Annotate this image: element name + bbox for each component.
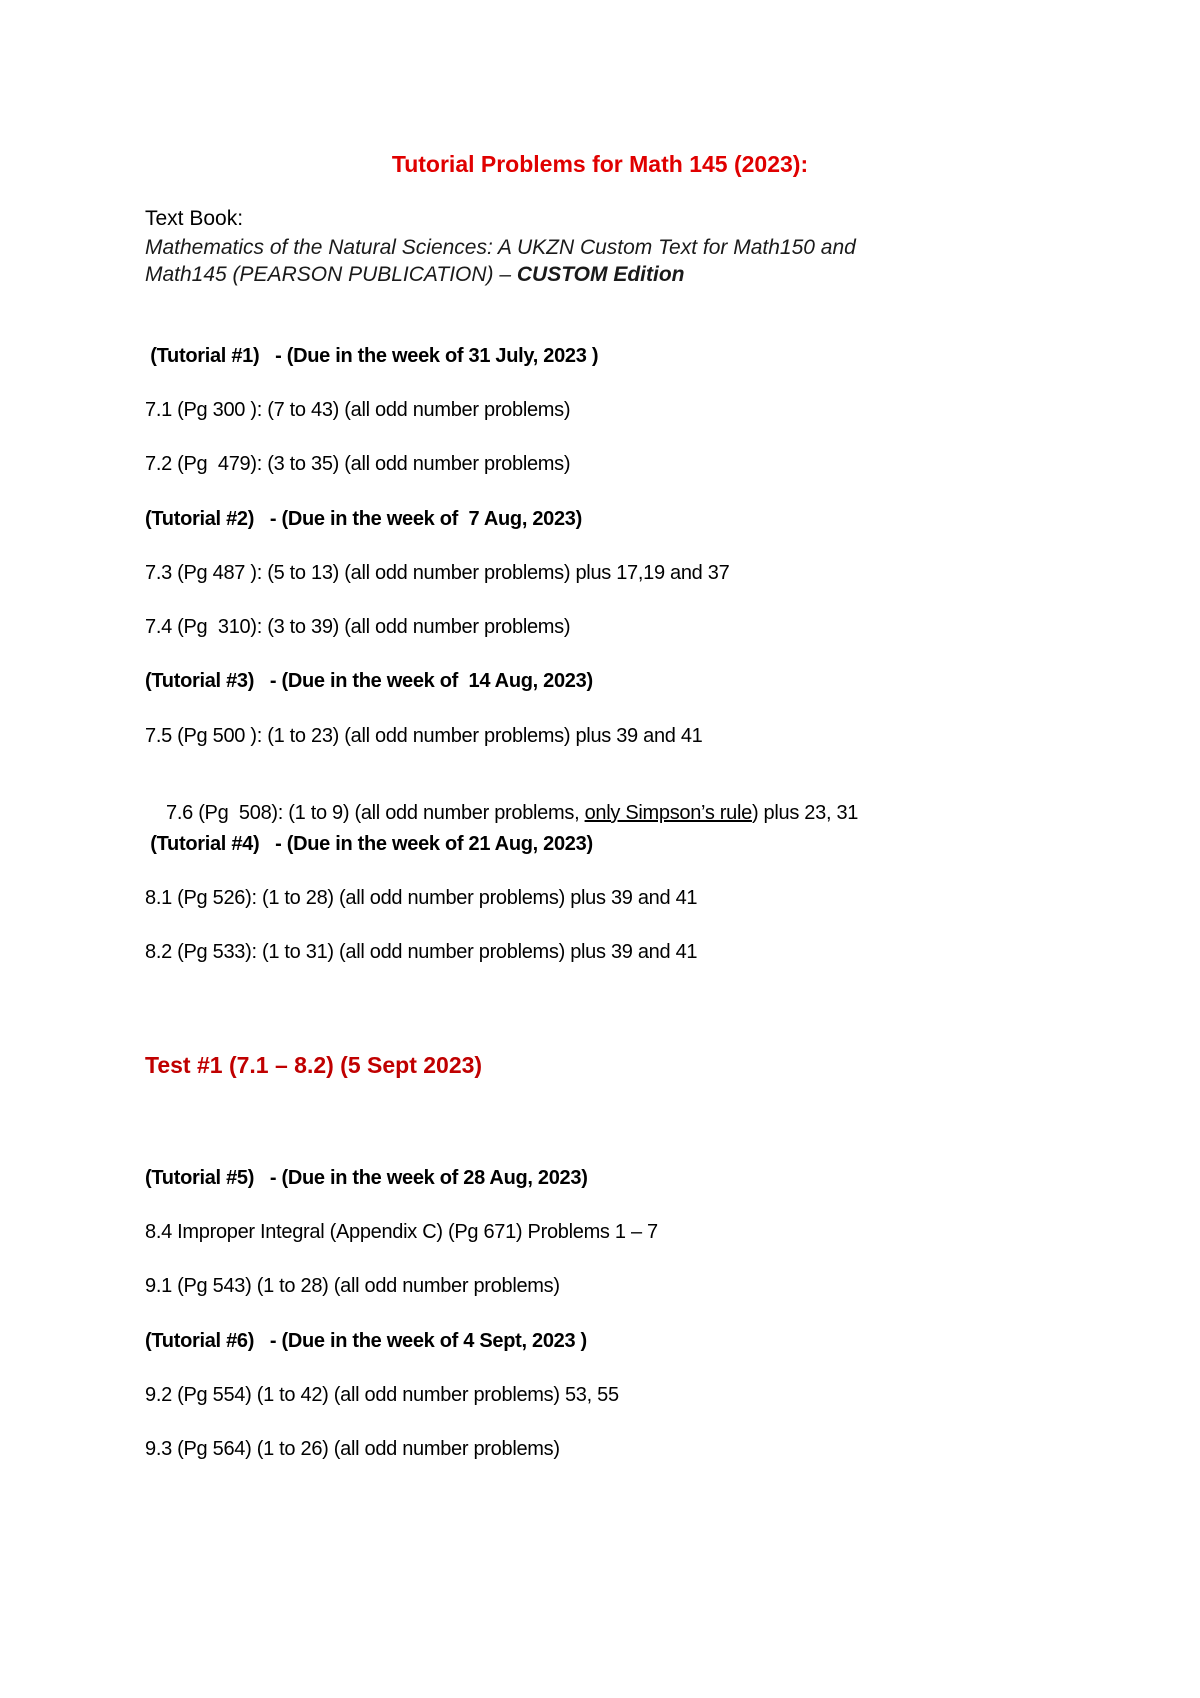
- tutorial-4-item: 8.2 (Pg 533): (1 to 31) (all odd number problems) plus 39 and 41: [145, 941, 698, 963]
- simpson-rule-underlined: only Simpson’s rule: [584, 802, 752, 824]
- tutorial-5-item: 9.1 (Pg 543) (1 to 28) (all odd number problems): [145, 1275, 560, 1297]
- textbook-edition: CUSTOM Edition: [516, 263, 685, 286]
- simpson-item-prefix: 7.6 (Pg 508): (1 to 9) (all odd number problems,: [166, 802, 585, 824]
- simpson-item-suffix: ) plus 23, 31: [751, 802, 859, 824]
- document-title: Tutorial Problems for Math 145 (2023):: [391, 151, 809, 177]
- tutorial-5-item: 8.4 Improper Integral (Appendix C) (Pg 671) Problems 1 – 7: [145, 1221, 658, 1243]
- tutorial-6-item: 9.3 (Pg 564) (1 to 26) (all odd number problems): [145, 1438, 560, 1460]
- tutorial-5-heading: (Tutorial #5) - (Due in the week of 28 Aug, 2023): [145, 1167, 588, 1189]
- tutorial-3-heading: (Tutorial #3) - (Due in the week of 14 Aug, 2023): [145, 670, 593, 692]
- tutorial-6-heading: (Tutorial #6) - (Due in the week of 4 Sept, 2023 ): [145, 1330, 587, 1352]
- tutorial-1-item: 7.2 (Pg 479): (3 to 35) (all odd number problems): [145, 453, 571, 475]
- textbook-label: Text Book:: [145, 207, 244, 230]
- tutorial-2-item: 7.4 (Pg 310): (3 to 39) (all odd number problems): [145, 616, 571, 638]
- tutorial-3-item: 7.5 (Pg 500 ): (1 to 23) (all odd number problems) plus 39 and 41: [145, 725, 703, 747]
- textbook-publisher: Math145 (PEARSON PUBLICATION) –: [145, 263, 517, 286]
- tutorial-4-heading: (Tutorial #4) - (Due in the week of 21 Aug, 2023): [145, 833, 593, 855]
- tutorial-2-heading: (Tutorial #2) - (Due in the week of 7 Aug, 2023): [145, 508, 582, 530]
- tutorial-1-heading: (Tutorial #1) - (Due in the week of 31 July, 2023 ): [145, 345, 599, 367]
- tutorial-1-item: 7.1 (Pg 300 ): (7 to 43) (all odd number problems): [145, 399, 571, 421]
- tutorial-6-item: 9.2 (Pg 554) (1 to 42) (all odd number problems) 53, 55: [145, 1384, 619, 1406]
- tutorial-4-item: 8.1 (Pg 526): (1 to 28) (all odd number problems) plus 39 and 41: [145, 887, 698, 909]
- test-1-heading: Test #1 (7.1 – 8.2) (5 Sept 2023): [145, 1052, 483, 1078]
- tutorial-2-item: 7.3 (Pg 487 ): (5 to 13) (all odd number problems) plus 17,19 and 37: [145, 562, 730, 584]
- textbook-title-line-1: Mathematics of the Natural Sciences: A UKZN Custom Text for Math150 and: [145, 236, 856, 259]
- textbook-title-line-2: [145, 263, 685, 287]
